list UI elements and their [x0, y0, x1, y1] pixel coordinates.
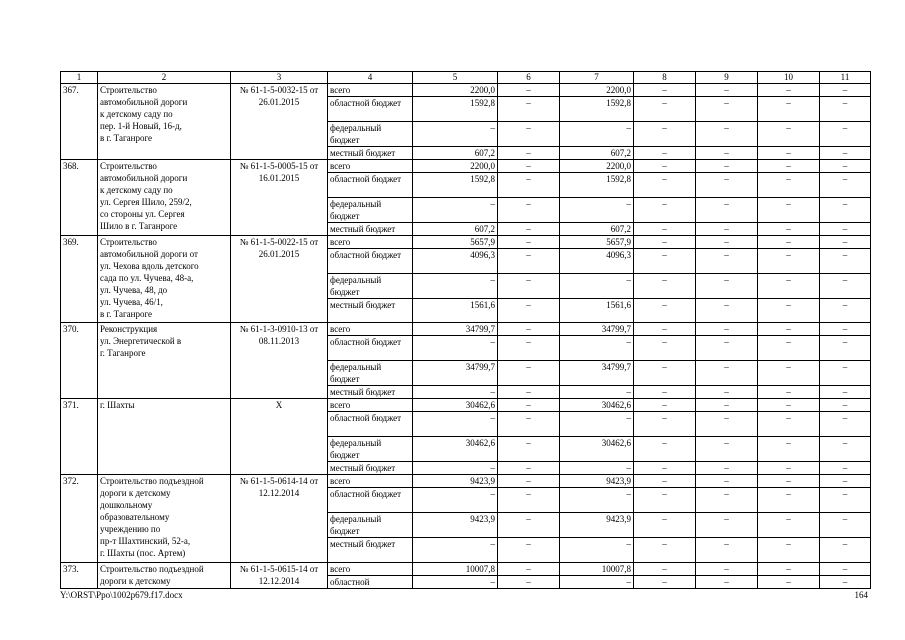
value-col-7: – [560, 336, 634, 361]
object-name [98, 236, 231, 323]
value-col-10: – [758, 274, 820, 299]
table-row [61, 563, 871, 576]
document-line: № 61-1-5-0032-15 от [239, 85, 319, 95]
value-col-7: 30462,6 [560, 437, 634, 462]
document-line: № 61-1-5-0614-14 от [239, 476, 319, 486]
value-col-5: 1592,8 [413, 173, 498, 198]
expertise-document [231, 236, 328, 323]
value-col-7: 34799,7 [560, 361, 634, 386]
value-col-5: – [413, 122, 498, 147]
value-col-9: – [696, 361, 758, 386]
value-col-5: – [413, 488, 498, 513]
value-col-8: – [634, 563, 696, 576]
value-col-11: – [820, 538, 871, 563]
value-col-9: – [696, 462, 758, 475]
value-col-6: – [498, 576, 560, 589]
value-col-6: – [498, 563, 560, 576]
value-col-7: – [560, 412, 634, 437]
value-col-6: – [498, 412, 560, 437]
value-col-9: – [696, 147, 758, 160]
value-col-10: – [758, 84, 820, 97]
value-col-9: – [696, 249, 758, 274]
object-name-line: ул. Чучева, 48, до [100, 285, 168, 295]
document-line: № 61-1-5-0615-14 от [239, 564, 319, 574]
funding-source: областной бюджет [328, 488, 413, 513]
object-name [98, 399, 231, 475]
value-col-6: – [498, 361, 560, 386]
funding-source: федеральный бюджет [328, 437, 413, 462]
value-col-11: – [820, 122, 871, 147]
value-col-7: 1592,8 [560, 97, 634, 122]
object-name-line: ул. Энергетической в [100, 336, 182, 346]
funding-source: областной [328, 576, 413, 589]
value-col-7: 4096,3 [560, 249, 634, 274]
value-col-11: – [820, 274, 871, 299]
table-row [61, 399, 871, 412]
value-col-5: 34799,7 [413, 323, 498, 336]
object-name-line: автомобильной дороги [100, 97, 188, 107]
value-col-11: – [820, 97, 871, 122]
object-name-line: Строительство [100, 161, 157, 171]
funding-source: областной бюджет [328, 173, 413, 198]
value-col-5: 4096,3 [413, 249, 498, 274]
object-name-line: со стороны ул. Сергея [100, 209, 185, 219]
value-col-10: – [758, 437, 820, 462]
object-name-line: сада по ул. Чучева, 48-а, [100, 273, 194, 283]
record-number: 371. [61, 399, 98, 475]
value-col-10: – [758, 462, 820, 475]
object-name-line: пер. 1-й Новый, 16-д, [100, 121, 182, 131]
value-col-9: – [696, 274, 758, 299]
expertise-document [231, 563, 328, 589]
expertise-document [231, 160, 328, 236]
column-number-row [61, 72, 871, 84]
funding-source: местный бюджет [328, 147, 413, 160]
value-col-6: – [498, 323, 560, 336]
object-name-line: г. Таганроге [100, 348, 146, 358]
value-col-9: – [696, 386, 758, 399]
column-number-cell: 11 [820, 72, 871, 84]
table-row [61, 236, 871, 249]
value-col-5: – [413, 412, 498, 437]
value-col-5: 1561,6 [413, 299, 498, 323]
value-col-7: 5657,9 [560, 236, 634, 249]
funding-source: областной бюджет [328, 249, 413, 274]
document-line: 12.12.2014 [258, 488, 300, 498]
value-col-10: – [758, 299, 820, 323]
value-col-9: – [696, 437, 758, 462]
value-col-11: – [820, 576, 871, 589]
document-line: № 61-1-3-0910-13 от [239, 324, 319, 334]
value-col-6: – [498, 223, 560, 236]
value-col-6: – [498, 160, 560, 173]
value-col-11: – [820, 412, 871, 437]
document-line: 16.01.2015 [258, 173, 300, 183]
object-name-line: к детскому саду по [100, 185, 173, 195]
budget-table [60, 71, 871, 589]
document-line: № 61-1-5-0022-15 от [239, 237, 319, 247]
value-col-7: – [560, 488, 634, 513]
funding-source: всего [328, 236, 413, 249]
value-col-11: – [820, 399, 871, 412]
value-col-8: – [634, 412, 696, 437]
object-name-line: в г. Таганроге [100, 309, 153, 319]
value-col-11: – [820, 323, 871, 336]
value-col-6: – [498, 437, 560, 462]
value-col-5: – [413, 336, 498, 361]
funding-source: областной бюджет [328, 336, 413, 361]
column-number-cell: 3 [231, 72, 328, 84]
value-col-7: 607,2 [560, 223, 634, 236]
document-line: № 61-1-5-0005-15 от [239, 161, 319, 171]
object-name-line: дошкольному [100, 500, 153, 510]
expertise-document [231, 84, 328, 160]
value-col-6: – [498, 538, 560, 563]
expertise-document [231, 475, 328, 563]
value-col-10: – [758, 386, 820, 399]
value-col-11: – [820, 386, 871, 399]
value-col-7: 9423,9 [560, 513, 634, 538]
object-name-line: г. Шахты [100, 400, 135, 410]
value-col-5: 607,2 [413, 147, 498, 160]
value-col-6: – [498, 249, 560, 274]
object-name-line: учреждению по [100, 524, 161, 534]
value-col-7: 2200,0 [560, 160, 634, 173]
column-number-cell: 5 [413, 72, 498, 84]
record-number: 368. [61, 160, 98, 236]
value-col-7: 30462,6 [560, 399, 634, 412]
object-name-line: автомобильной дороги от [100, 249, 198, 259]
funding-source: местный бюджет [328, 223, 413, 236]
value-col-9: – [696, 538, 758, 563]
value-col-11: – [820, 488, 871, 513]
value-col-9: – [696, 198, 758, 223]
value-col-11: – [820, 160, 871, 173]
value-col-10: – [758, 361, 820, 386]
object-name [98, 475, 231, 563]
value-col-8: – [634, 97, 696, 122]
table-row [61, 84, 871, 97]
object-name-line: дороги к детскому [100, 488, 171, 498]
value-col-8: – [634, 122, 696, 147]
funding-source: всего [328, 399, 413, 412]
value-col-6: – [498, 488, 560, 513]
record-number: 373. [61, 563, 98, 589]
value-col-7: 10007,8 [560, 563, 634, 576]
value-col-10: – [758, 336, 820, 361]
value-col-5: – [413, 462, 498, 475]
value-col-9: – [696, 323, 758, 336]
value-col-11: – [820, 299, 871, 323]
value-col-10: – [758, 323, 820, 336]
object-name [98, 84, 231, 160]
value-col-10: – [758, 122, 820, 147]
value-col-10: – [758, 249, 820, 274]
value-col-6: – [498, 299, 560, 323]
value-col-6: – [498, 475, 560, 488]
value-col-10: – [758, 198, 820, 223]
value-col-10: – [758, 147, 820, 160]
object-name-line: г. Шахты (пос. Артем) [100, 548, 186, 558]
value-col-6: – [498, 386, 560, 399]
value-col-7: 2200,0 [560, 84, 634, 97]
value-col-5: 2200,0 [413, 84, 498, 97]
value-col-8: – [634, 576, 696, 589]
value-col-7: – [560, 386, 634, 399]
value-col-7: – [560, 576, 634, 589]
value-col-8: – [634, 84, 696, 97]
value-col-9: – [696, 223, 758, 236]
value-col-5: 30462,6 [413, 437, 498, 462]
value-col-8: – [634, 386, 696, 399]
record-number: 367. [61, 84, 98, 160]
value-col-8: – [634, 399, 696, 412]
value-col-8: – [634, 538, 696, 563]
value-col-5: 30462,6 [413, 399, 498, 412]
value-col-6: – [498, 97, 560, 122]
object-name-line: Строительство [100, 85, 157, 95]
funding-source: всего [328, 563, 413, 576]
value-col-9: – [696, 236, 758, 249]
expertise-document [231, 399, 328, 475]
value-col-8: – [634, 274, 696, 299]
value-col-5: – [413, 274, 498, 299]
column-number-cell: 1 [61, 72, 98, 84]
funding-source: федеральный бюджет [328, 122, 413, 147]
funding-source: областной бюджет [328, 97, 413, 122]
value-col-9: – [696, 84, 758, 97]
value-col-10: – [758, 399, 820, 412]
value-col-7: 1561,6 [560, 299, 634, 323]
value-col-7: – [560, 122, 634, 147]
document-line: 26.01.2015 [258, 97, 300, 107]
object-name-line: Шило в г. Таганроге [100, 221, 178, 231]
funding-source: всего [328, 323, 413, 336]
value-col-8: – [634, 173, 696, 198]
table-body [61, 72, 871, 589]
value-col-7: 34799,7 [560, 323, 634, 336]
value-col-10: – [758, 513, 820, 538]
page-number: 164 [854, 590, 868, 600]
value-col-6: – [498, 173, 560, 198]
value-col-11: – [820, 173, 871, 198]
value-col-10: – [758, 97, 820, 122]
object-name [98, 563, 231, 589]
value-col-6: – [498, 236, 560, 249]
funding-source: всего [328, 84, 413, 97]
value-col-5: 9423,9 [413, 475, 498, 488]
value-col-8: – [634, 198, 696, 223]
value-col-11: – [820, 462, 871, 475]
value-col-6: – [498, 147, 560, 160]
value-col-8: – [634, 513, 696, 538]
value-col-8: – [634, 462, 696, 475]
value-col-10: – [758, 488, 820, 513]
value-col-8: – [634, 249, 696, 274]
value-col-5: 5657,9 [413, 236, 498, 249]
value-col-8: – [634, 223, 696, 236]
value-col-5: – [413, 576, 498, 589]
column-number-cell: 10 [758, 72, 820, 84]
column-number-cell: 7 [560, 72, 634, 84]
funding-source: федеральный бюджет [328, 198, 413, 223]
value-col-5: 10007,8 [413, 563, 498, 576]
value-col-8: – [634, 299, 696, 323]
value-col-8: – [634, 361, 696, 386]
column-number-cell: 6 [498, 72, 560, 84]
value-col-7: 9423,9 [560, 475, 634, 488]
value-col-11: – [820, 475, 871, 488]
table-row [61, 323, 871, 336]
value-col-7: – [560, 538, 634, 563]
value-col-11: – [820, 84, 871, 97]
value-col-8: – [634, 475, 696, 488]
column-number-cell: 4 [328, 72, 413, 84]
value-col-9: – [696, 563, 758, 576]
object-name-line: ул. Сергея Шило, 259/2, [100, 197, 192, 207]
object-name-line: Строительство подъездной [100, 564, 204, 574]
value-col-6: – [498, 122, 560, 147]
funding-source: местный бюджет [328, 386, 413, 399]
value-col-11: – [820, 361, 871, 386]
value-col-5: 34799,7 [413, 361, 498, 386]
value-col-8: – [634, 236, 696, 249]
funding-source: всего [328, 475, 413, 488]
value-col-10: – [758, 538, 820, 563]
value-col-10: – [758, 563, 820, 576]
value-col-6: – [498, 336, 560, 361]
document-line: 12.12.2014 [258, 576, 300, 586]
value-col-5: – [413, 386, 498, 399]
value-col-11: – [820, 563, 871, 576]
document-line: 08.11.2013 [258, 336, 300, 346]
record-number: 369. [61, 236, 98, 323]
value-col-10: – [758, 412, 820, 437]
value-col-9: – [696, 412, 758, 437]
column-number-cell: 2 [98, 72, 231, 84]
value-col-10: – [758, 236, 820, 249]
value-col-8: – [634, 437, 696, 462]
expertise-document [231, 323, 328, 399]
document-line: 26.01.2015 [258, 249, 300, 259]
funding-source: местный бюджет [328, 299, 413, 323]
value-col-10: – [758, 173, 820, 198]
object-name-line: дороги к детскому [100, 576, 171, 586]
table-row [61, 160, 871, 173]
value-col-11: – [820, 249, 871, 274]
column-number-cell: 8 [634, 72, 696, 84]
value-col-11: – [820, 513, 871, 538]
value-col-5: 607,2 [413, 223, 498, 236]
value-col-11: – [820, 198, 871, 223]
value-col-5: 9423,9 [413, 513, 498, 538]
value-col-11: – [820, 236, 871, 249]
value-col-9: – [696, 513, 758, 538]
table-row [61, 475, 871, 488]
funding-source: местный бюджет [328, 538, 413, 563]
funding-source: местный бюджет [328, 462, 413, 475]
value-col-7: – [560, 198, 634, 223]
value-col-6: – [498, 84, 560, 97]
object-name-line: Реконструкция [100, 324, 158, 334]
object-name-line: образовательному [100, 512, 170, 522]
object-name-line: пр-т Шахтинский, 52-а, [100, 536, 191, 546]
object-name-line: ул. Чучева, 46/1, [100, 297, 163, 307]
file-path: Y:\ORST\Ppo\1002p679.f17.docx [60, 590, 183, 600]
document-line: Х [275, 400, 283, 410]
value-col-11: – [820, 336, 871, 361]
value-col-5: – [413, 198, 498, 223]
value-col-10: – [758, 223, 820, 236]
object-name-line: в г. Таганроге [100, 133, 153, 143]
object-name-line: ул. Чехова вдоль детского [100, 261, 199, 271]
funding-source: федеральный бюджет [328, 274, 413, 299]
value-col-5: – [413, 538, 498, 563]
value-col-6: – [498, 513, 560, 538]
value-col-9: – [696, 160, 758, 173]
record-number: 372. [61, 475, 98, 563]
value-col-6: – [498, 198, 560, 223]
value-col-9: – [696, 336, 758, 361]
value-col-7: – [560, 462, 634, 475]
value-col-7: 607,2 [560, 147, 634, 160]
value-col-11: – [820, 437, 871, 462]
value-col-5: 2200,0 [413, 160, 498, 173]
value-col-8: – [634, 323, 696, 336]
object-name [98, 323, 231, 399]
value-col-8: – [634, 160, 696, 173]
value-col-9: – [696, 576, 758, 589]
object-name [98, 160, 231, 236]
value-col-7: 1592,8 [560, 173, 634, 198]
funding-source: федеральный бюджет [328, 361, 413, 386]
value-col-9: – [696, 173, 758, 198]
object-name-line: Строительство подъездной [100, 476, 204, 486]
record-number: 370. [61, 323, 98, 399]
value-col-9: – [696, 97, 758, 122]
value-col-6: – [498, 274, 560, 299]
value-col-9: – [696, 488, 758, 513]
funding-source: всего [328, 160, 413, 173]
value-col-9: – [696, 122, 758, 147]
value-col-10: – [758, 160, 820, 173]
value-col-8: – [634, 336, 696, 361]
value-col-9: – [696, 299, 758, 323]
value-col-9: – [696, 475, 758, 488]
object-name-line: Строительство [100, 237, 157, 247]
funding-source: областной бюджет [328, 412, 413, 437]
value-col-7: – [560, 274, 634, 299]
value-col-6: – [498, 462, 560, 475]
object-name-line: к детскому саду по [100, 109, 173, 119]
object-name-line: автомобильной дороги [100, 173, 188, 183]
value-col-10: – [758, 576, 820, 589]
funding-source: федеральный бюджет [328, 513, 413, 538]
value-col-5: 1592,8 [413, 97, 498, 122]
value-col-8: – [634, 488, 696, 513]
value-col-11: – [820, 147, 871, 160]
value-col-11: – [820, 223, 871, 236]
value-col-9: – [696, 399, 758, 412]
column-number-cell: 9 [696, 72, 758, 84]
value-col-10: – [758, 475, 820, 488]
value-col-8: – [634, 147, 696, 160]
value-col-6: – [498, 399, 560, 412]
